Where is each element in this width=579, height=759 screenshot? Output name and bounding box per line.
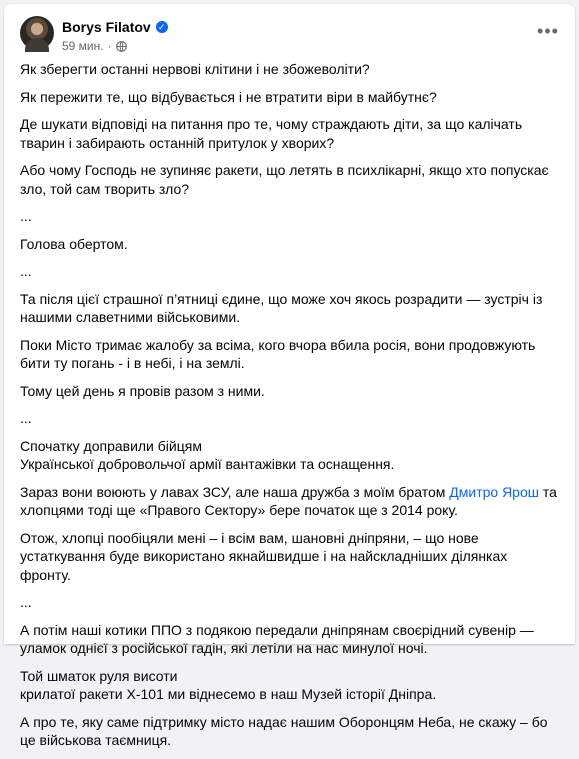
post-paragraph: [20, 667, 561, 704]
paragraph-text: Поки Місто тримає жалобу за всіма, кого вчора вбила росія, вони продовжують бити ту погань - і в небі, і на землі.: [20, 336, 536, 371]
post-paragraph: [20, 382, 561, 401]
globe-icon: [116, 41, 127, 52]
post-paragraph: [20, 161, 561, 198]
post-paragraph: [20, 336, 561, 373]
post-card: [4, 4, 575, 748]
post-paragraph: [20, 262, 561, 281]
verified-badge-icon: ✓: [156, 21, 168, 33]
post-paragraph: [20, 290, 561, 327]
post-meta: [62, 39, 127, 53]
post-paragraph: [20, 483, 561, 520]
post-paragraph: [20, 115, 561, 152]
paragraph-text: Тому цей день я провів разом з ними.: [20, 382, 265, 399]
paragraph-text: Спочатку доправили бійцям: [20, 437, 202, 454]
paragraph-text: Та після цієї страшної п’ятниці єдине, що може хоч якось розрадити — зустріч із нашими славетними військовими.: [20, 290, 543, 325]
post-paragraph: [20, 60, 561, 79]
post-text: [20, 60, 561, 759]
paragraph-text: А про те, яку саме підтримку місто надає нашим Оборонцям Неба, не скажу – бо це військова таємниця.: [20, 713, 548, 748]
post-paragraph: [20, 593, 561, 612]
post-paragraph: [20, 529, 561, 585]
more-options-button[interactable]: [535, 18, 561, 44]
paragraph-text: Української добровольчої армії вантажівки та оснащення.: [20, 456, 395, 472]
more-horizontal-icon: •••: [537, 20, 559, 41]
paragraph-text: А потім наші котики ППО з подякою передали дніпрянам своєрідний сувенір — уламок однієї з російської гадін, які летіли на нас минулої ночі.: [20, 621, 534, 656]
paragraph-text: Де шукати відповіді на питання про те, чому страждають діти, за що калічать тварин і забирають останній притулок у хворих?: [20, 116, 523, 151]
author-line: [62, 19, 168, 35]
post-timestamp[interactable]: 59 мин.: [62, 39, 104, 53]
paragraph-text: ...: [20, 594, 32, 610]
paragraph-text: Або чому Господь не зупиняє ракети, що летять в психлікарні, якщо хто попускає зло, той сам творить зло?: [20, 162, 549, 197]
post-paragraph: [20, 207, 561, 226]
post-paragraph: [20, 235, 561, 254]
paragraph-text: Як пережити те, що відбувається і не втратити віри в майбутнє?: [20, 88, 437, 105]
paragraph-text: Як зберегти останні нервові клітини і не збожеволіти?: [20, 61, 370, 77]
meta-separator: ·: [107, 39, 112, 53]
post-paragraph: [20, 88, 561, 107]
mention-link[interactable]: Дмитро Ярош: [449, 483, 539, 500]
paragraph-text: ...: [20, 263, 32, 279]
post-paragraph: [20, 437, 561, 474]
author-name[interactable]: Borys Filatov: [62, 19, 151, 35]
paragraph-text: Отож, хлопці пообіцяли мені – і всім вам, шановні дніпряни, – що нове устаткування буде використано якнайшвидше і на найскладніших ділянках фронту.: [20, 529, 508, 583]
paragraph-text: та хлопцями тоді ще «Правого Сектору» бере початок ще з 2014 року.: [20, 483, 557, 518]
paragraph-text: крилатої ракети Х-101 ми віднесемо в наш Музей історії Дніпра.: [20, 686, 437, 702]
paragraph-text: Голова обертом.: [20, 235, 128, 252]
author-avatar[interactable]: [20, 16, 54, 50]
paragraph-text: ...: [20, 410, 32, 426]
paragraph-text: Зараз вони воюють у лавах ЗСУ, але наша дружба з моїм братом: [20, 483, 450, 500]
post-paragraph: [20, 621, 561, 658]
paragraph-text: ...: [20, 208, 32, 224]
post-paragraph: [20, 409, 561, 428]
post-paragraph: [20, 713, 561, 750]
paragraph-text: Той шматок руля висоти: [20, 667, 178, 684]
post-header: [4, 4, 575, 60]
